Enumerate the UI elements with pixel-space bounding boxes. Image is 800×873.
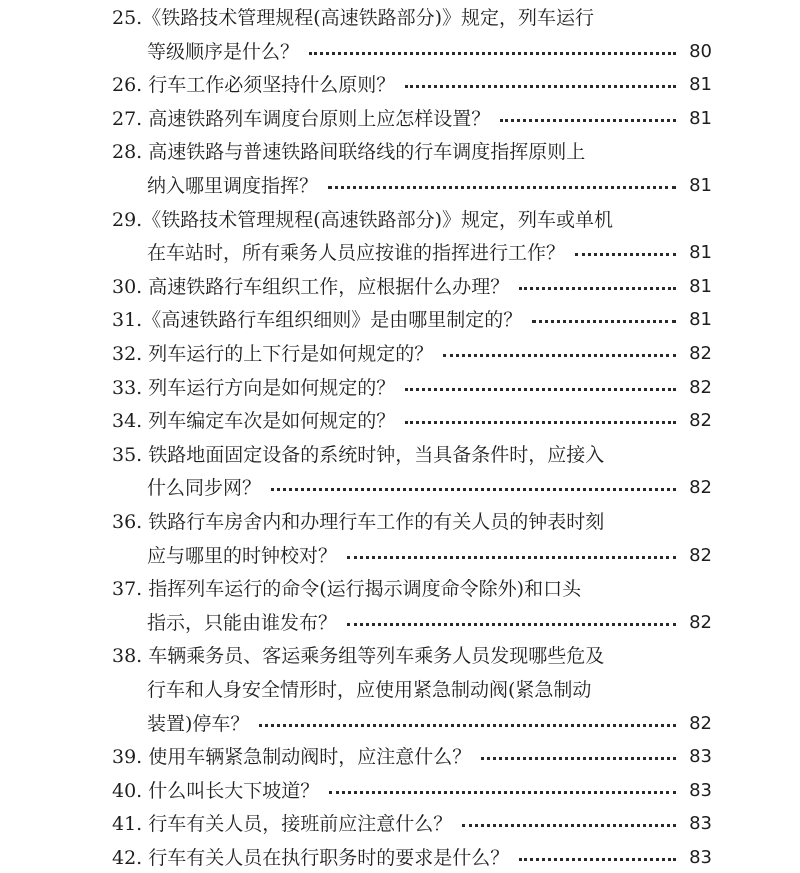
entry-text: 什么同步网？: [147, 477, 262, 500]
leader-dots: [519, 852, 676, 861]
entry-text: 应与哪里的时钟校对？: [147, 544, 338, 567]
entry-text: 40. 什么叫长大下坡道？: [112, 779, 320, 802]
leader-dots: [443, 348, 676, 357]
page-number: 81: [689, 175, 712, 196]
toc-line: [0, 541, 800, 571]
page-number: 82: [689, 544, 712, 566]
entry-text: 37. 指挥列车运行的命令(运行揭示调度命令除外)和口头: [112, 578, 582, 601]
leader-dots: [405, 415, 676, 424]
toc-line: [0, 843, 800, 873]
entry-text: 25.《铁路技术管理规程(高速铁路部分)》规定，列车运行: [112, 7, 595, 29]
toc-line: [0, 608, 800, 638]
page-number: 82: [689, 477, 712, 499]
entry-text: 29.《铁路技术管理规程(高速铁路部分)》规定，列车或单机: [112, 208, 614, 231]
entry-text: 26. 行车工作必须坚持什么原则？: [112, 74, 396, 97]
leader-dots: [405, 382, 676, 391]
entry-text: 33. 列车运行方向是如何规定的？: [112, 376, 396, 399]
entry-text: 34. 列车编定车次是如何规定的？: [112, 410, 396, 433]
entry-text: 指示，只能由谁发布？: [147, 611, 338, 634]
page-number: 82: [689, 343, 712, 364]
leader-dots: [462, 818, 676, 827]
page-number: 83: [689, 746, 712, 768]
toc-line: [0, 406, 800, 436]
entry-text: 在车站时，所有乘务人员应按谁的指挥进行工作？: [147, 242, 566, 265]
entry-text: 27. 高速铁路列车调度台原则上应怎样设置？: [112, 107, 491, 130]
entry-text: 装置)停车？: [147, 712, 250, 735]
toc-line: [0, 507, 800, 537]
page-number: 81: [689, 309, 712, 331]
toc-line: [0, 305, 800, 335]
toc-line: [0, 272, 800, 302]
page-number: 83: [689, 779, 712, 801]
entry-text: 31.《高速铁路行车组织细则》是由哪里制定的？: [112, 309, 523, 332]
toc-line: [0, 104, 800, 134]
entry-text: 36. 铁路行车房舍内和办理行车工作的有关人员的钟表时刻: [112, 511, 605, 533]
entry-text: 42. 行车有关人员在执行职务时的要求是什么？: [112, 847, 510, 869]
entry-text: 41. 行车有关人员，接班前应注意什么？: [112, 813, 453, 836]
toc-line: [0, 709, 800, 739]
entry-text: 28. 高速铁路与普速铁路间联络线的行车调度指挥原则上: [112, 141, 586, 164]
leader-dots: [271, 482, 676, 491]
toc-line: [0, 339, 800, 369]
leader-dots: [309, 46, 676, 55]
leader-dots: [519, 281, 676, 290]
toc-line: [0, 809, 800, 839]
entry-text: 纳入哪里调度指挥？: [147, 175, 319, 197]
entry-text: 32. 列车运行的上下行是如何规定的？: [112, 343, 434, 365]
toc-line: [0, 641, 800, 671]
page-number: 82: [689, 712, 712, 734]
toc-line: [0, 137, 800, 167]
page-number: 81: [689, 74, 712, 96]
page-number: 83: [689, 813, 712, 835]
toc-line: [0, 473, 800, 503]
toc-line: [0, 3, 800, 33]
toc-line: [0, 171, 800, 201]
leader-dots: [328, 180, 676, 189]
page-number: 82: [689, 611, 712, 633]
page-number: 83: [689, 847, 712, 868]
entry-text: 39. 使用车辆紧急制动阀时，应注意什么？: [112, 746, 472, 769]
entry-text: 行车和人身安全情形时，应使用紧急制动阀(紧急制动: [147, 679, 592, 701]
leader-dots: [347, 550, 676, 559]
toc-line: [0, 205, 800, 235]
toc-line: [0, 70, 800, 100]
toc-line: [0, 776, 800, 806]
leader-dots: [405, 79, 676, 88]
page-number: 82: [689, 376, 712, 398]
toc-line: [0, 675, 800, 705]
toc-line: [0, 238, 800, 268]
leader-dots: [481, 751, 676, 760]
toc-line: [0, 742, 800, 772]
entry-text: 等级顺序是什么？: [147, 40, 300, 63]
entry-text: 30. 高速铁路行车组织工作，应根据什么办理？: [112, 275, 510, 298]
entry-text: 35. 铁路地面固定设备的系统时钟，当具备条件时，应接入: [112, 443, 605, 466]
leader-dots: [532, 314, 676, 323]
toc-line: [0, 574, 800, 604]
page-number: 82: [689, 410, 712, 432]
toc-line: [0, 373, 800, 403]
page-number: 80: [689, 40, 712, 62]
toc-line: [0, 37, 800, 67]
page-number: 81: [689, 107, 712, 129]
toc-line: [0, 440, 800, 470]
page-number: 81: [689, 242, 712, 264]
leader-dots: [347, 617, 676, 626]
entry-text: 38. 车辆乘务员、客运乘务组等列车乘务人员发现哪些危及: [112, 645, 605, 668]
leader-dots: [259, 718, 676, 727]
page-number: 81: [689, 275, 712, 297]
leader-dots: [329, 785, 676, 794]
leader-dots: [500, 113, 676, 122]
